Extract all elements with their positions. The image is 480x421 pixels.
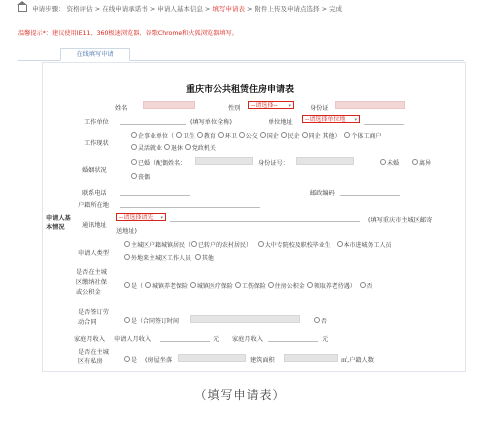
- spouse-id-input[interactable]: [296, 157, 354, 165]
- marital-divorced-option[interactable]: 离异: [412, 158, 431, 167]
- mail-address-input[interactable]: [170, 221, 360, 222]
- income-label: 家庭月收入: [74, 336, 105, 343]
- mail-hint-2: 送地址): [116, 228, 137, 235]
- contract-no-option[interactable]: 否: [314, 316, 327, 325]
- phone-input[interactable]: [120, 195, 190, 196]
- house-yes-option[interactable]: 是: [124, 355, 137, 364]
- hukou-label: 户籍所在地: [78, 202, 109, 209]
- social-insurance-label: 是否在主城区缴纳社保或公积金: [76, 269, 107, 296]
- step-item: 申请人基本信息: [157, 5, 203, 13]
- postcode-input[interactable]: [340, 195, 400, 196]
- work-unit-label: 工作单位: [84, 119, 109, 126]
- breadcrumb-steps: 申请步骤： 资格评估 > 在线申请承诺书 > 申请人基本信息 > 填写申请表 > 附件上传及申请点选择 > 完成: [18, 4, 342, 13]
- house-label: 是否在主城区有私房: [78, 349, 109, 365]
- gender-label: 性别: [228, 105, 241, 112]
- work-status-options-2[interactable]: 灵活就业 退休 党政机关: [131, 143, 216, 152]
- name-input[interactable]: [143, 101, 195, 109]
- marital-married-option[interactable]: 已婚（配偶姓名：: [131, 158, 186, 167]
- work-unit-input[interactable]: [120, 124, 186, 125]
- house-address-label: (房屋坐落: [145, 357, 173, 364]
- section-label: 申请人基本情况: [46, 215, 71, 231]
- id-card-input[interactable]: [335, 101, 405, 109]
- family-income-unit: 元: [322, 336, 329, 343]
- step-item: 资格评估: [66, 5, 93, 13]
- step-item: 完成: [329, 5, 343, 13]
- applicant-income-unit: 元: [213, 336, 220, 343]
- marital-widowed-option[interactable]: 丧偶: [131, 172, 150, 181]
- house-area-label: 建筑面积: [250, 357, 275, 364]
- gender-select[interactable]: --请选择-- ▾: [248, 101, 294, 109]
- contract-date-input[interactable]: [190, 315, 300, 323]
- tab-online-form[interactable]: 在线填写申请: [60, 48, 130, 61]
- phone-label: 联系电话: [82, 190, 107, 197]
- applicant-income-input[interactable]: [160, 341, 210, 342]
- family-income-label: 家庭月收入: [232, 336, 263, 343]
- id-card-label: 身份证: [310, 105, 329, 112]
- postcode-label: 邮政编码: [310, 190, 335, 197]
- contract-yes-option[interactable]: 是（合同签订时间: [124, 316, 179, 325]
- family-income-input[interactable]: [268, 341, 318, 342]
- insurance-options[interactable]: 是（ 城镇养老保险 城镇医疗保险 工伤保险 住房公积金 领取养老待遇） 否: [124, 281, 373, 290]
- steps-prefix: 申请步骤：: [32, 5, 65, 13]
- home-icon: [18, 5, 27, 12]
- house-address-input[interactable]: [178, 354, 246, 362]
- unit-address-input[interactable]: [364, 124, 404, 125]
- work-status-label: 工作现状: [84, 140, 109, 147]
- applicant-income-label: 申请人月收入: [114, 336, 152, 343]
- step-item: 附件上传及申请点选择: [254, 5, 320, 13]
- step-item-current: 填写申请表: [212, 5, 245, 13]
- mail-address-select[interactable]: --请选择请先 ▾: [116, 213, 166, 221]
- figure-caption: （填写申请表）: [194, 388, 286, 402]
- tab-bar: [18, 48, 464, 61]
- applicant-type-options-1[interactable]: 主城区户籍城镇居民（ 已转户的农村居民） 大中专院校及职校毕业生 本市进城务工人员: [124, 240, 392, 249]
- hukou-input[interactable]: [120, 207, 260, 208]
- mail-address-label: 通讯地址: [82, 222, 107, 229]
- labor-contract-label: 是否签订劳动合同: [78, 309, 109, 326]
- form-title: 重庆市公共租赁住房申请表: [185, 85, 294, 95]
- warm-tip: 温馨提示*：建议使用IE11、360极速浏览器、谷歌Chrome和火狐浏览器填写。: [18, 30, 238, 37]
- step-item: 在线申请承诺书: [102, 5, 148, 13]
- marital-unmarried-option[interactable]: 未婚: [380, 158, 399, 167]
- spouse-name-input[interactable]: [195, 157, 253, 165]
- name-label: 姓名: [115, 105, 128, 112]
- house-area-input[interactable]: [284, 354, 338, 362]
- applicant-type-options-2[interactable]: 外地来主城区工作人员 其他: [124, 253, 214, 262]
- mail-hint: (填写重庆市主城区邮寄: [368, 217, 433, 224]
- unit-address-label: 单位地址: [268, 119, 293, 126]
- spouse-id-label: 身份证号：: [258, 160, 289, 167]
- applicant-type-label: 申请人类型: [78, 250, 109, 257]
- work-unit-hint: (填写单位全称): [190, 119, 232, 126]
- marital-label: 婚姻状况: [82, 167, 107, 174]
- work-status-options-1[interactable]: 企事业单位（ 卫生 教育 环卫 公交 国企 民企 同企 其他） 个体工商户: [131, 131, 381, 140]
- unit-address-select[interactable]: --请选择单位地 ▾: [302, 115, 360, 123]
- house-people-label: ㎡,户籍人数: [341, 357, 374, 364]
